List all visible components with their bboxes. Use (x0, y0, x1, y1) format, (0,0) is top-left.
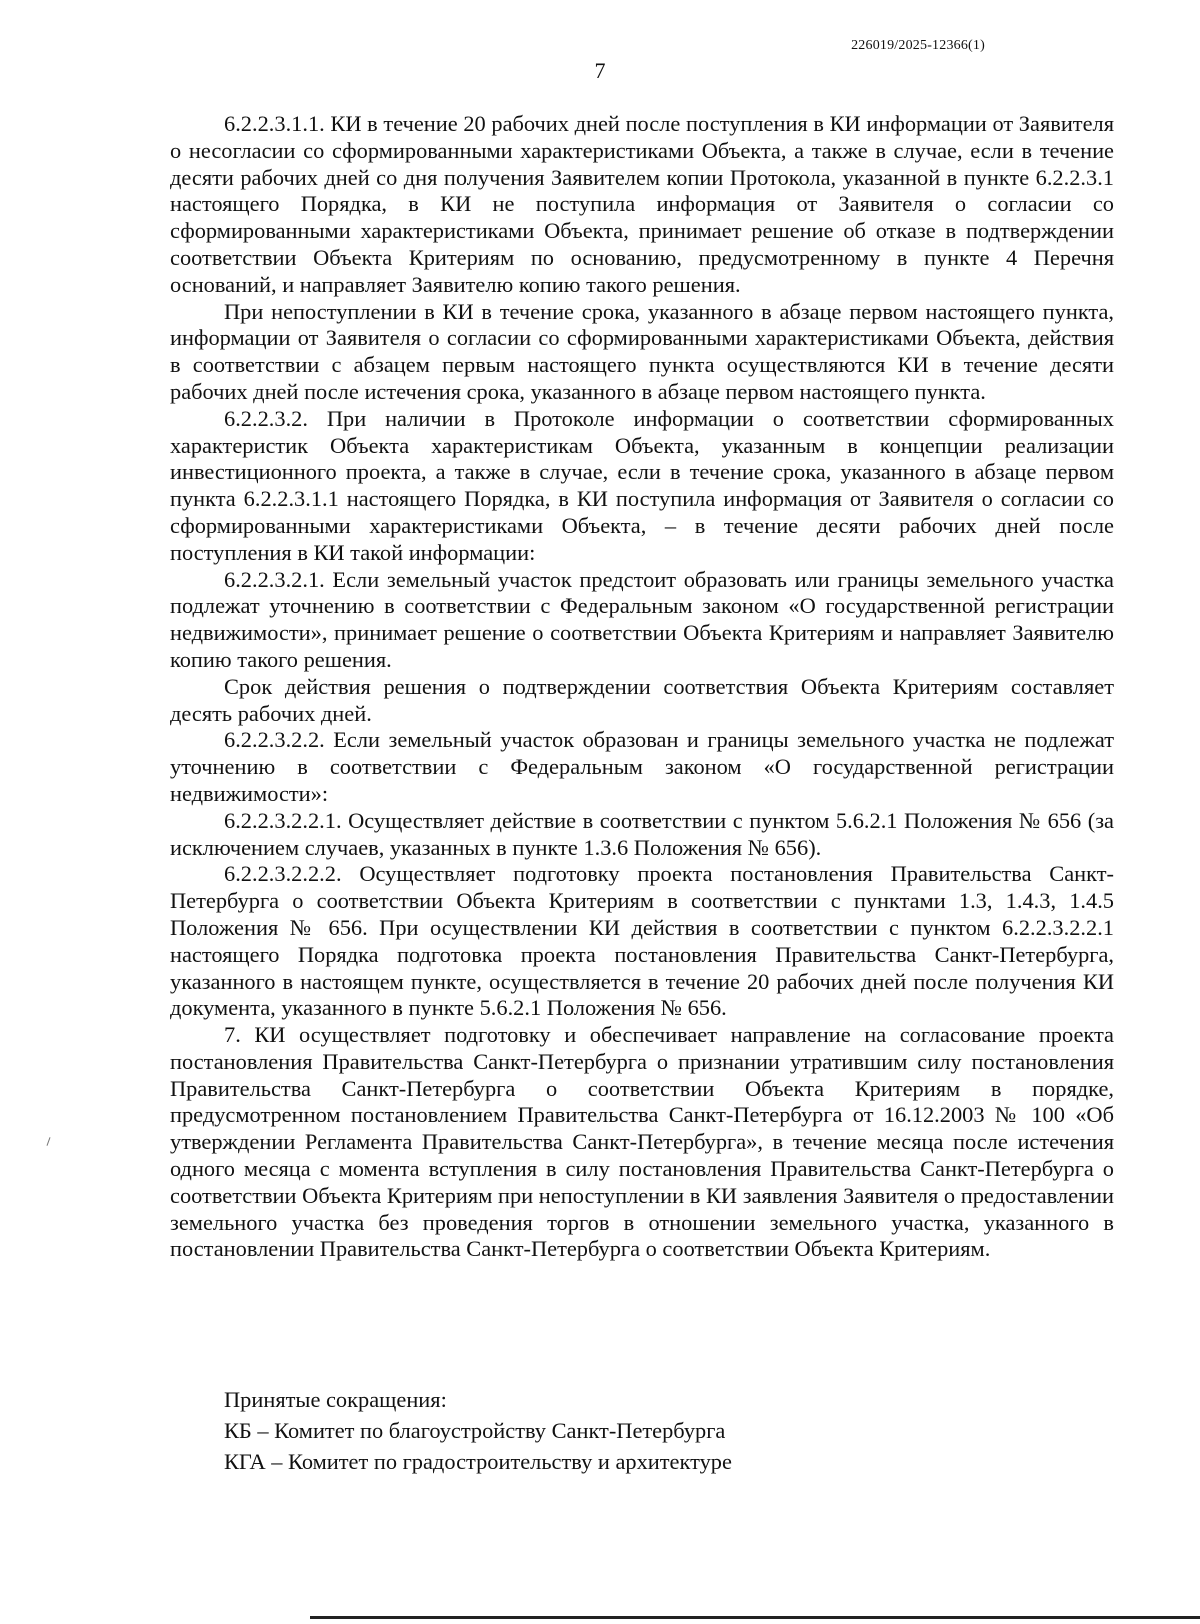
abbreviation-item: КГА – Комитет по градостроительству и архитектуре (224, 1449, 732, 1474)
abbreviation-item: КБ – Комитет по благоустройству Санкт-Петербурга (224, 1418, 726, 1443)
paragraph-6-2-2-3-2-1: 6.2.2.3.2.1. Если земельный участок предстоит образовать или границы земельного участка подлежат уточнению в соответствии с Федеральным законом «О государственной регистрации недвижимости», принимает решение о соответствии Объекта Критериям и направляет Заявителю копию такого решения. (170, 566, 1114, 672)
scan-speck (46, 1137, 50, 1146)
paragraph-7: 7. КИ осуществляет подготовку и обеспечивает направление на согласование проекта постановления Правительства Санкт-Петербурга о признании утратившим силу постановления Правительства Санкт-Петербурга о соответствии Объекта Критериям в порядке, предусмотренном постановлением Правительства Санкт-Петербурга от 16.12.2003 № 100 «Об утверждении Регламента Правительства Санкт-Петербурга», в течение месяца после истечения одного месяца с момента вступления в силу постановления Правительства Санкт-Петербурга о соответствии Объекта Критериям при непоступлении в КИ заявления Заявителя о предоставлении земельного участка без проведения торгов в отношении земельного участка, указанного в постановлении Правительства Санкт-Петербурга о соответствии Объекта Критериям. (170, 1022, 1114, 1262)
paragraph-6-2-2-3-2-2-2: 6.2.2.3.2.2.2. Осуществляет подготовку проекта постановления Правительства Санкт-Петербурга о соответствии Объекта Критериям в соответствии с пунктами 1.3, 1.4.3, 1.4.5 Положения № 656. При осуществлении КИ действия в соответствии с пунктом 6.2.2.3.2.2.1 настоящего Порядка подготовка проекта постановления Правительства Санкт-Петербурга, указанного в настоящем пункте, осуществляется в течение 20 рабочих дней после получения КИ документа, указанного в пункте 5.6.2.1 Положения № 656. (170, 861, 1114, 1021)
document-body (170, 111, 1114, 1263)
abbreviations-block (224, 1384, 732, 1477)
paragraph-non-receipt: При непоступлении в КИ в течение срока, указанного в абзаце первом настоящего пункта, информации от Заявителя о согласии со сформированными характеристиками Объекта, действия в соответствии с абзацем первым настоящего пункта осуществляются КИ в течение десяти рабочих дней после истечения срока, указанного в абзаце первом настоящего пункта. (170, 298, 1114, 404)
paragraph-6-2-2-3-2: 6.2.2.3.2. При наличии в Протоколе информации о соответствии сформированных характеристик Объекта характеристикам Объекта, указанным в концепции реализации инвестиционного проекта, а также в случае, если в течение срока, указанного в абзаце первом пункта 6.2.2.3.1.1 настоящего Порядка, в КИ поступила информация от Заявителя о согласии со сформированными характеристиками Объекта, – в течение десяти рабочих дней после поступления в КИ такой информации: (170, 405, 1114, 565)
paragraph-6-2-2-3-2-2: 6.2.2.3.2.2. Если земельный участок образован и границы земельного участка не подлежат уточнению в соответствии с Федеральным законом «О государственной регистрации недвижимости»: (170, 727, 1114, 806)
abbreviations-title: Принятые сокращения: (224, 1387, 447, 1412)
document-number: 226019/2025-12366(1) (851, 38, 985, 53)
paragraph-validity-term: Срок действия решения о подтверждении соответствия Объекта Критериям составляет десять рабочих дней. (170, 673, 1114, 726)
scan-edge-line (310, 1616, 1200, 1619)
page-number: 7 (594, 58, 606, 83)
paragraph-6-2-2-3-2-2-1: 6.2.2.3.2.2.1. Осуществляет действие в соответствии с пунктом 5.6.2.1 Положения № 656 (за исключением случаев, указанных в пункте 1.3.6 Положения № 656). (170, 807, 1114, 860)
paragraph-6-2-2-3-1-1: 6.2.2.3.1.1. КИ в течение 20 рабочих дней после поступления в КИ информации от Заявителя о несогласии со сформированными характеристиками Объекта, а также в случае, если в течение десяти рабочих дней со дня получения Заявителем копии Протокола, указанной в пункте 6.2.2.3.1 настоящего Порядка, в КИ не поступила информация от Заявителя о согласии со сформированными характеристиками Объекта, принимает решение об отказе в подтверждении соответствии Объекта Критериям по основанию, предусмотренному в пункте 4 Перечня оснований, и направляет Заявителю копию такого решения. (170, 111, 1114, 297)
